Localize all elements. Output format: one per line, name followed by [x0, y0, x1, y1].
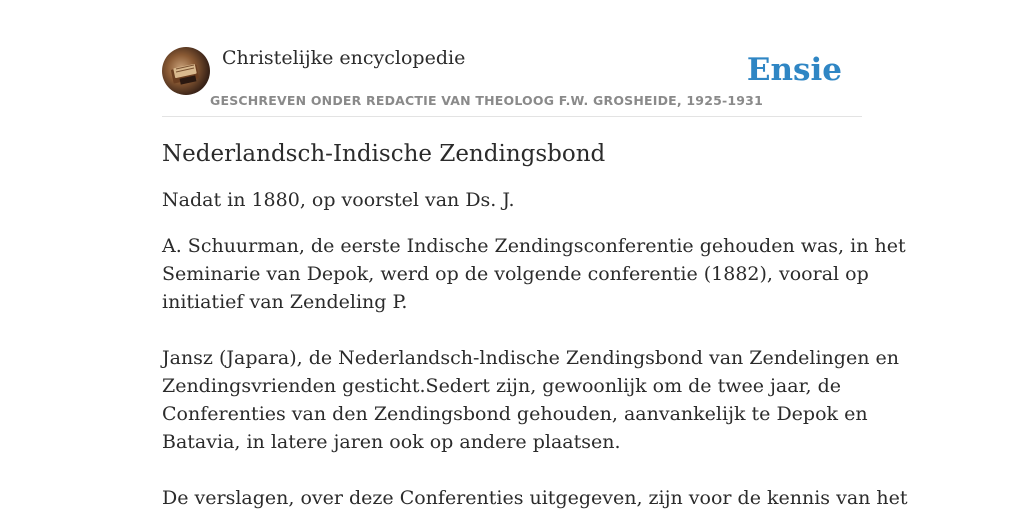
article-paragraph — [162, 186, 842, 214]
article-content — [162, 138, 908, 512]
site-header — [162, 46, 862, 117]
paragraph-line: Conferenties van den Zendingsbond gehouden, aanvankelijk te Depok en — [162, 403, 868, 425]
paragraph-line: initiatief van Zendeling P. — [162, 291, 408, 313]
paragraph-line: De verslagen, over deze Conferenties uitgegeven, zijn voor de kennis van het — [162, 487, 908, 509]
paragraph-line: Nadat in 1880, op voorstel van Ds. J. — [162, 189, 515, 211]
article-title: Nederlandsch-Indische Zendingsbond — [162, 141, 606, 167]
paragraph-line: Batavia, in latere jaren ook op andere plaatsen. — [162, 431, 621, 453]
avatar[interactable] — [162, 47, 210, 95]
site-title[interactable]: Christelijke encyclopedie — [222, 47, 466, 69]
site-subtitle: GESCHREVEN ONDER REDACTIE VAN THEOLOOG F.W. GROSHEIDE, 1925-1931 — [210, 93, 763, 108]
article-paragraph — [162, 232, 908, 512]
paragraph-break — [162, 456, 842, 484]
book-photo-icon — [162, 47, 210, 95]
paragraph-line: Zendingsvrienden gesticht.Sedert zijn, gewoonlijk om de twee jaar, de — [162, 375, 842, 397]
paragraph-line: Seminarie van Depok, werd op de volgende conferentie (1882), vooral op — [162, 263, 869, 285]
paragraph-line: Jansz (Japara), de Nederlandsch-lndische Zendingsbond van Zendelingen en — [162, 347, 899, 369]
paragraph-break — [162, 316, 842, 344]
paragraph-line: A. Schuurman, de eerste Indische Zendingsconferentie gehouden was, in het — [162, 235, 906, 257]
brand-logo[interactable]: Ensie — [746, 52, 842, 88]
